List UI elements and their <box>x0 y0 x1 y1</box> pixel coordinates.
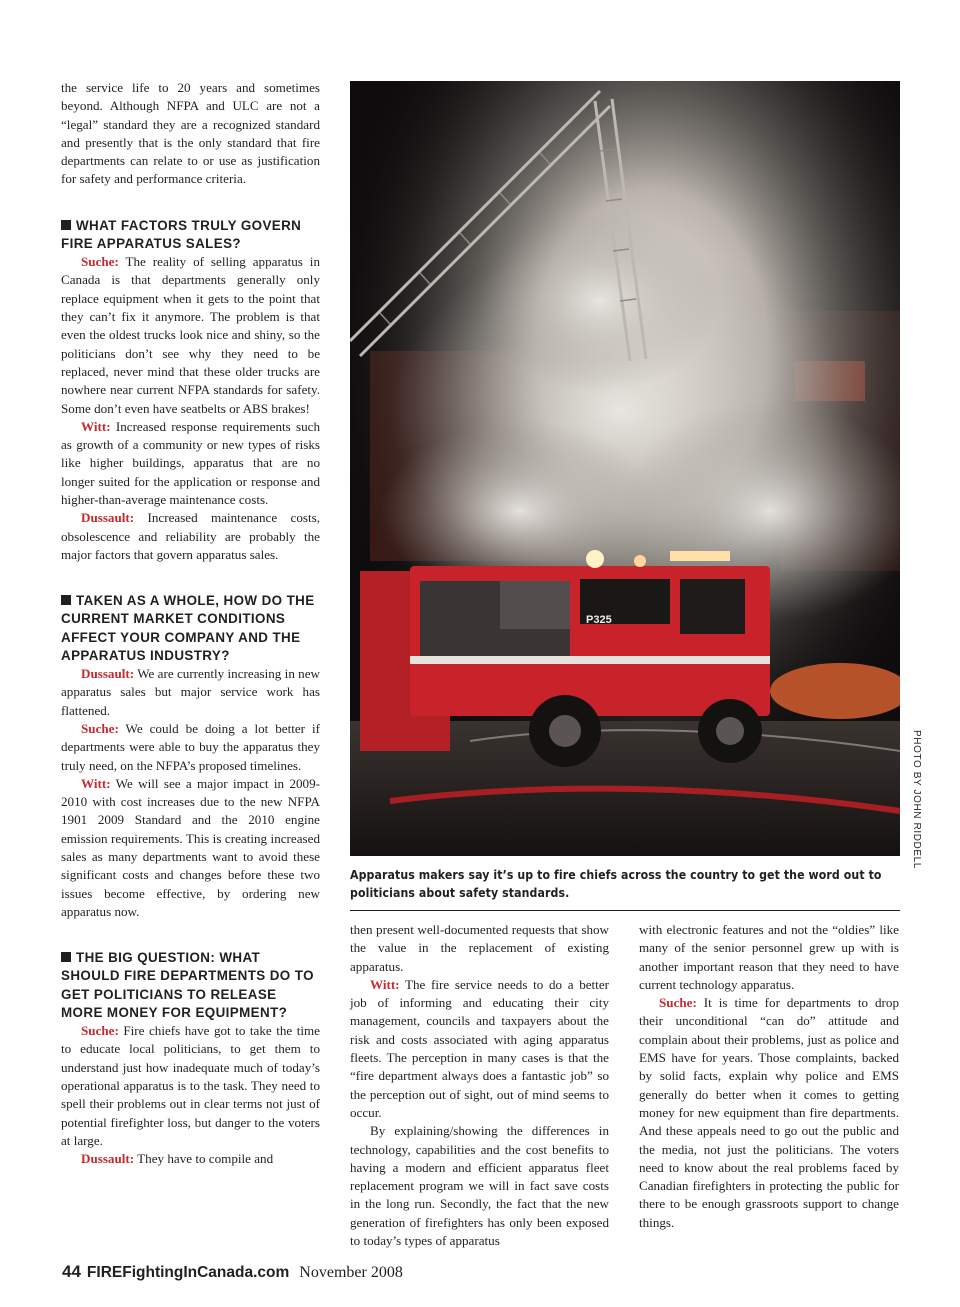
bullet-square-icon <box>61 220 71 230</box>
answer-text: Increased maintenance costs, obsolescence and reliability are probably the major factors that govern apparatus sales. <box>61 510 320 562</box>
answer-text: It is time for departments to drop their unconditional “can do” attitude and complain about their problems, just as police and EMS have for years. Those complaints, backed by solid facts, explain why police and EMS generally do better when it comes to getting money for new equipment than fire departments. And these appeals need to go out the public and the media, not just the politicians. The voters need to know about the real problems faced by Canadian firefighters in protecting the public for there to be enough grassroots support to change things. <box>639 995 899 1230</box>
section-heading <box>61 217 320 253</box>
page-footer <box>62 1262 403 1282</box>
answer-paragraph <box>639 921 899 994</box>
answer-paragraph <box>61 720 320 775</box>
column-1 <box>61 79 320 1168</box>
photo-credit: PHOTO BY JOHN RIDDELL <box>911 730 922 869</box>
answer-text: with electronic features and not the “oldies” like many of the senior personnel grew up with is another important reason that they need to have current technology apparatus. <box>639 922 899 992</box>
answer-paragraph <box>61 775 320 921</box>
heading-text: WHAT FACTORS TRULY GOVERN FIRE APPARATUS SALES? <box>61 217 302 251</box>
truck-number: P325 <box>586 614 612 626</box>
answer-paragraph <box>350 1122 609 1250</box>
bullet-square-icon <box>61 595 71 605</box>
speaker-name: Witt: <box>370 976 400 992</box>
intro-paragraph: the service life to 20 years and sometimes beyond. Although NFPA and ULC are not a “legal” standard they are a recognized standard and presently that is the only standard that fire departments can relate to or use as justification for safety and performance criteria. <box>61 80 320 187</box>
answer-paragraph <box>61 418 320 509</box>
answer-text: then present well-documented requests that show the value in the replacement of existing apparatus. <box>350 922 609 974</box>
answer-paragraph <box>61 509 320 564</box>
section-heading <box>61 592 320 665</box>
speaker-name: Witt: <box>81 418 111 434</box>
website-link[interactable]: FIREFightingInCanada.com <box>86 1264 290 1281</box>
answer-paragraph <box>61 1022 320 1150</box>
page-number: 44 <box>62 1262 81 1281</box>
answer-paragraph <box>350 976 609 1122</box>
answer-paragraph <box>61 1150 320 1168</box>
speaker-name: Dussault: <box>81 1151 135 1167</box>
speaker-name: Suche: <box>81 254 119 270</box>
answer-text: By explaining/showing the differences in technology, capabilities and the cost benefits to having a modern and efficient apparatus fleet replacement program we will in fact save costs in the long run. Secondly, the fact that the new generation of firefighters has only been exposed to today’s types of apparatus <box>350 1123 609 1249</box>
column-2 <box>350 921 609 1250</box>
answer-text: Fire chiefs have got to take the time to educate local politicians, to get them to understand just how inadequate much of today’s operational apparatus is to the task. They need to spell their problems out in clear terms not just of potential firefighter loss, but danger to the voters at large. <box>61 1023 320 1148</box>
answer-text: We will see a major impact in 2009-2010 with cost increases due to the new NFPA 1901 2009 Standard and the 2010 engine emission requirements. This is creating increased sales as many departments want to avoid these significant costs and changes before these two issues become effective, by ordering new apparatus now. <box>61 775 320 919</box>
photo-caption: Apparatus makers say it’s up to fire chiefs across the country to get the word out to politicians about safety standards. <box>350 868 882 900</box>
fire-scene-photo <box>350 81 900 856</box>
issue-date: November 2008 <box>299 1264 403 1281</box>
speaker-name: Dussault: <box>81 666 135 682</box>
speaker-name: Witt: <box>81 775 111 791</box>
speaker-name: Dussault: <box>81 510 135 526</box>
answer-text: The reality of selling apparatus in Canada is that departments generally only replace equipment when it gets to the point that they can’t fix it anymore. The problem is that even the oldest trucks look nice and shiny, so the politicians don’t see why they need to be replaced, never mind that these older trucks are nowhere near current NFPA standards for safety. Some don’t even have seatbelts or ABS brakes! <box>61 254 320 416</box>
heading-text: TAKEN AS A WHOLE, HOW DO THE CURRENT MARKET CONDITIONS AFFECT YOUR COMPANY AND THE APPARATUS INDUSTRY? <box>61 593 315 663</box>
answer-text: The fire service needs to do a better job of informing and educating their city management, councils and taxpayers about the risk and costs associated with aging apparatus fleets. The perception in many cases is that the “fire department always does a fantastic job” so the perception out of sight, out of mind seems to occur. <box>350 976 609 1120</box>
answer-text: We could be doing a lot better if departments were able to buy the apparatus they truly need, on the NFPA’s proposed timelines. <box>61 720 320 773</box>
answer-paragraph <box>350 921 609 976</box>
answer-text: They have to compile and <box>134 1151 274 1167</box>
bullet-square-icon <box>61 952 71 962</box>
section-heading <box>61 949 320 1022</box>
speaker-name: Suche: <box>659 995 697 1011</box>
column-3 <box>639 921 899 1232</box>
fire-truck <box>360 550 770 767</box>
speaker-name: Suche: <box>81 720 119 736</box>
heading-text: THE BIG QUESTION: WHAT SHOULD FIRE DEPARTMENTS DO TO GET POLITICIANS TO RELEASE MORE MONEY FOR EQUIPMENT? <box>61 950 314 1020</box>
caption-rule <box>350 910 900 911</box>
speaker-name: Suche: <box>81 1023 119 1039</box>
answer-text: We are currently increasing in new apparatus sales but major service work has flattened. <box>61 666 320 718</box>
answer-text: Increased response requirements such as growth of a community or new types of risks like higher buildings, apparatus that are no longer suited for the application or response and higher-than-average maintenance costs. <box>61 418 320 508</box>
answer-paragraph <box>61 665 320 720</box>
answer-paragraph <box>61 253 320 418</box>
answer-paragraph <box>639 994 899 1232</box>
